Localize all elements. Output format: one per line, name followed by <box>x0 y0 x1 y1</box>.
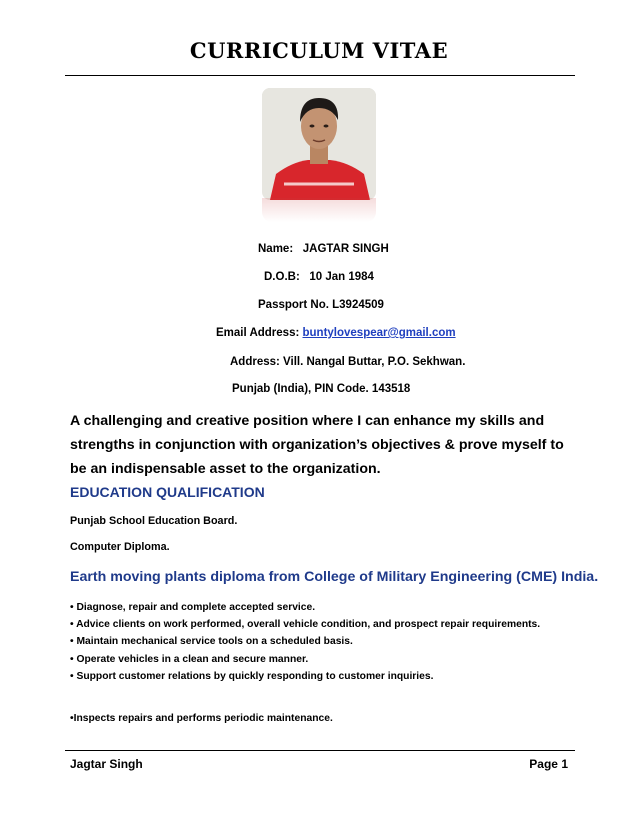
profile-photo <box>262 88 376 200</box>
education-item-1: Punjab School Education Board. <box>70 515 238 527</box>
address-line-1: Address: Vill. Nangal Buttar, P.O. Sekhwan. <box>230 356 466 368</box>
email-label: Email Address: <box>216 327 300 339</box>
page-number: Page 1 <box>529 757 568 771</box>
dob-line <box>0 271 638 283</box>
name-value: JAGTAR SINGH <box>302 243 389 255</box>
list-item: • Maintain mechanical service tools on a scheduled basis. <box>70 636 353 648</box>
name-line <box>0 243 638 255</box>
name-label: Name: <box>258 243 294 255</box>
list-item: • Operate vehicles in a clean and secure manner. <box>70 653 309 665</box>
page-title: CURRICULUM VITAE <box>189 38 449 63</box>
passport-line: Passport No. L3924509 <box>258 299 384 311</box>
list-item: • Advice clients on work performed, overall vehicle condition, and prospect repair requirements. <box>70 619 541 631</box>
title-rule <box>65 75 575 76</box>
photo-reflection <box>262 198 376 222</box>
list-item: •Inspects repairs and performs periodic maintenance. <box>70 713 333 724</box>
dob-label: D.O.B: <box>264 271 300 283</box>
diploma-heading: Earth moving plants diploma from College of Military Engineering (CME) India. <box>70 569 599 585</box>
dob-value: 10 Jan 1984 <box>309 271 374 283</box>
list-item: • Support customer relations by quickly responding to customer inquiries. <box>70 670 434 682</box>
footer-author: Jagtar Singh <box>70 757 143 771</box>
education-heading: EDUCATION QUALIFICATION <box>70 484 265 500</box>
education-item-2: Computer Diploma. <box>70 541 170 553</box>
diploma-duties-list <box>70 599 590 685</box>
career-objective: A challenging and creative position where I can enhance my skills and strengths in conjunction with organization’s objectives & prove myself to be an indispensable asset to the organization. <box>70 413 564 477</box>
address-line-2: Punjab (India), PIN Code. 143518 <box>232 383 411 395</box>
list-item: • Diagnose, repair and complete accepted service. <box>70 602 316 613</box>
email-line <box>0 327 638 339</box>
footer-rule <box>65 750 575 751</box>
email-link[interactable]: buntylovespear@gmail.com <box>302 327 456 339</box>
